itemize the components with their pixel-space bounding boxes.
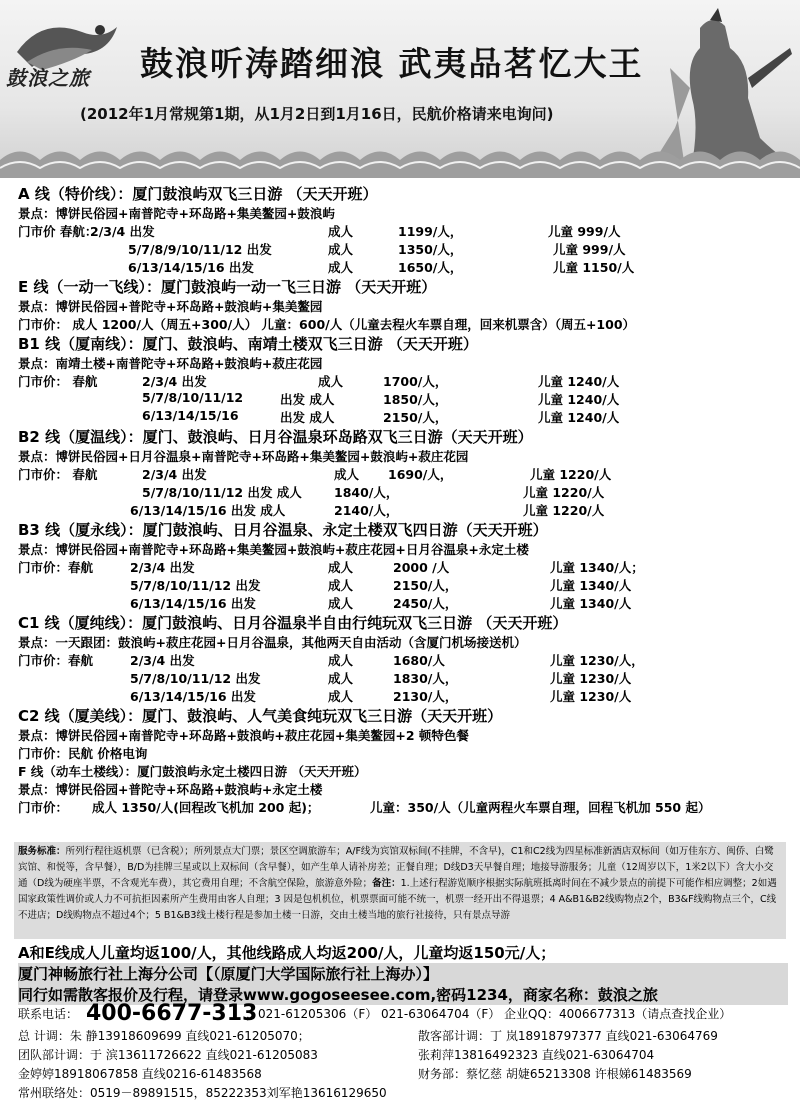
service-label: 服务标准：	[18, 846, 66, 857]
price-cell: 儿童 999/人	[553, 242, 626, 257]
price-cell: 出发 成人	[280, 392, 335, 407]
contact-cell: 金婷婷18918067858 直线0216-61483568	[18, 1067, 262, 1081]
line-text: 门市价：	[18, 800, 69, 815]
price-cell: 儿童 1240/人	[538, 410, 620, 425]
line-text: F 线（动车土楼线）：厦门鼓浪屿永定土楼四日游 （天天开班）	[18, 764, 367, 779]
line-text: 门市价： 春航	[18, 374, 98, 389]
price-cell: 儿童 1230/人	[550, 671, 632, 686]
price-cell: 2450/人，	[393, 596, 458, 611]
price-cell: 6/13/14/15/16 出发	[128, 260, 254, 275]
price-cell: 儿童 1230/人，	[550, 653, 644, 668]
route-line	[18, 594, 798, 612]
price-cell: 6/13/14/15/16	[142, 408, 239, 423]
contact-row	[18, 1027, 788, 1046]
route-title	[18, 276, 798, 297]
contact-cell: 财务部：蔡忆慈 胡婕65213308 许根娣61483569	[418, 1067, 692, 1081]
company-line: 厦门神畅旅行社上海分公司【（原厦门大学国际旅行社上海办）】	[18, 963, 788, 984]
price-cell: 1700/人，	[383, 374, 448, 389]
price-cell: 成人	[318, 374, 344, 389]
contact-cell: 张莉萍13816492323 直线021-63064704	[418, 1048, 655, 1062]
price-cell: 2/3/4 出发	[142, 374, 207, 389]
price-cell: 儿童 1240/人	[538, 374, 620, 389]
route-line	[18, 540, 798, 558]
line-text: 门市价：春航	[18, 560, 94, 575]
price-cell: 1830/人，	[393, 671, 458, 686]
route-line	[18, 762, 798, 780]
price-cell: 儿童 1220/人	[530, 467, 612, 482]
price-cell: 成人	[328, 671, 354, 686]
route-line	[18, 297, 798, 315]
line-text: 景点：博饼民俗园+普陀寺+环岛路+鼓浪屿+永定土楼	[18, 782, 323, 797]
wave-border-icon	[0, 138, 800, 178]
price-cell: 6/13/14/15/16 出发 成人	[130, 503, 286, 518]
contact-cell: 散客部计调：丁 岚18918797377 直线021-63064769	[418, 1029, 718, 1043]
price-cell: 2/3/4 出发	[90, 224, 155, 239]
price-cell: 儿童：350/人（儿童两程火车票自理，回程飞机加 550 起）	[370, 800, 711, 815]
price-cell: 儿童 1230/人	[550, 689, 632, 704]
price-cell: 成人	[328, 224, 354, 239]
note-text: 1.上述行程游览顺序根据实际航班抵离时间在不减少景点的前提下可能作相应调整；2如遇国家政策性调价或人力不可抗拒因素所产生费用由客人自理；3 因是包机机位，机票票面可能不统一，机票一经开出不得退票；4 A&B1&B2线购物点2个，B3&F线购物点三个，C线不进店；D线购物点不超过4个；5 B1&B3线土楼行程是参加土楼一日游，交由土楼当地的旅行社接待，只有景点导游	[18, 878, 777, 921]
price-cell: 5/7/8/10/11/12 出发 成人	[142, 485, 302, 500]
contact-row	[18, 1046, 788, 1065]
contact-row	[18, 1084, 788, 1103]
contact-cell: 常州联络处：0519－89891515，85222353刘军艳13616129650	[18, 1086, 387, 1100]
price-cell: 5/7/8/9/10/11/12 出发	[128, 242, 272, 257]
route-line	[18, 315, 798, 333]
price-cell: 5/7/8/10/11/12 出发	[130, 578, 261, 593]
price-cell: 儿童 999/人	[548, 224, 621, 239]
line-text: 景点：一天跟团：鼓浪屿+菽庄花园+日月谷温泉，其他两天自由活动（含厦门机场接送机）	[18, 635, 527, 650]
service-text: 所列行程往返机票（已含税）；所列景点大门票；景区空调旅游车；A/F线为宾馆双标间(不挂牌，不含早)，C1和C2线为四星标准新酒店双标间（如万佳东方、闽侨、白鹭宾馆、和悦等，含早餐），B/D为挂牌三星或以上双标间（含早餐），如产生单人请补房差；正餐自理；D线D3天早餐自理；地接导游服务；儿童（12周岁以下，1米2以下）含大小交通（D线为硬座半票，不含观光车费），其它费用自理；不含航空保险，旅游意外险；	[18, 846, 774, 889]
line-text: 门市价 春航：	[18, 224, 98, 239]
route-title	[18, 426, 798, 447]
line-text: 门市价： 成人 1200/人（周五+300/人） 儿童：600/人（儿童去程火车票自理，回来机票含）（周五+100）	[18, 317, 636, 332]
route-line	[18, 258, 798, 276]
route-line	[18, 633, 798, 651]
price-cell: 1650/人，	[398, 260, 463, 275]
contact-rows	[18, 1027, 788, 1103]
promo-line: A和E线成人儿童均返100/人，其他线路成人均返200/人，儿童均返150元/人；	[18, 944, 556, 962]
price-cell: 2150/人，	[393, 578, 458, 593]
route-line	[18, 354, 798, 372]
route-line	[18, 483, 798, 501]
note-label: 备注：	[372, 878, 401, 889]
route-line	[18, 465, 798, 483]
price-cell: 儿童 1340/人	[550, 578, 632, 593]
route-line	[18, 798, 798, 816]
price-cell: 5/7/8/10/11/12	[142, 390, 244, 405]
route-line	[18, 744, 798, 762]
line-text: 门市价：民航 价格电询	[18, 746, 148, 761]
route-list	[18, 183, 798, 816]
route-line	[18, 726, 798, 744]
price-cell: 儿童 1340/人	[550, 596, 632, 611]
price-cell: 成人	[328, 653, 354, 668]
route-line	[18, 576, 798, 594]
line-text: B3 线（厦永线）：厦门鼓浪屿、日月谷温泉、永定土楼双飞四日游（天天开班）	[18, 521, 548, 539]
price-cell: 儿童 1340/人；	[550, 560, 644, 575]
line-text: 景点：南靖土楼+南普陀寺+环岛路+鼓浪屿+菽庄花园	[18, 356, 323, 371]
line-text: A 线（特价线）：厦门鼓浪屿双飞三日游 （天天开班）	[18, 185, 378, 203]
route-line	[18, 204, 798, 222]
route-title	[18, 705, 798, 726]
line-text: E 线（一动一飞线）：厦门鼓浪屿一动一飞三日游 （天天开班）	[18, 278, 437, 296]
line-text: 门市价：春航	[18, 653, 94, 668]
route-title	[18, 612, 798, 633]
phone-line	[18, 1001, 788, 1027]
line-text: 景点：博饼民俗园+南普陀寺+环岛路+集美鳌园+鼓浪屿	[18, 206, 335, 221]
line-text: C1 线（厦纯线）：厦门鼓浪屿、日月谷温泉半自由行纯玩双飞三日游 （天天开班）	[18, 614, 568, 632]
line-text: 门市价： 春航	[18, 467, 98, 482]
price-cell: 儿童 1240/人	[538, 392, 620, 407]
line-text: 景点：博饼民俗园+普陀寺+环岛路+鼓浪屿+集美鳌园	[18, 299, 323, 314]
contact-cell: 总 计调：朱 静13918609699 直线021-61205070；	[18, 1029, 310, 1043]
route-line	[18, 780, 798, 798]
login-line: 同行如需散客报价及行程，请登录www.gogoseesee.com,密码1234，商家名称：鼓浪之旅	[18, 984, 788, 1005]
contact-cell: 团队部计调：于 滨13611726622 直线021-61205083	[18, 1048, 318, 1062]
price-cell: 成人	[328, 260, 354, 275]
price-cell: 6/13/14/15/16 出发	[130, 596, 256, 611]
header-banner	[0, 0, 800, 178]
price-cell: 成人	[328, 689, 354, 704]
route-title	[18, 519, 798, 540]
route-line	[18, 240, 798, 258]
price-cell: 1199/人，	[398, 224, 463, 239]
price-cell: 2/3/4 出发	[130, 560, 195, 575]
phone-rest: ，021-61205306（F） 021-63064704（F） 企业QQ：4006677313（请点查找企业）	[246, 1007, 732, 1021]
route-line	[18, 651, 798, 669]
contact-row	[18, 1065, 788, 1084]
route-title	[18, 183, 798, 204]
page-title: 鼓浪听涛踏细浪 武夷品茗忆大王	[140, 44, 644, 83]
price-cell: 1690/人，	[388, 467, 453, 482]
contact-section	[18, 942, 788, 1103]
price-cell: 1680/人	[393, 653, 445, 668]
price-cell: 6/13/14/15/16 出发	[130, 689, 256, 704]
price-cell: 成人	[328, 242, 354, 257]
line-text: C2 线（厦美线）：厦门、鼓浪屿、人气美食纯玩双飞三日游（天天开班）	[18, 707, 503, 725]
route-line	[18, 408, 798, 426]
price-cell: 成人	[334, 467, 360, 482]
phone-label: 联系电话：	[18, 1007, 79, 1021]
price-cell: 儿童 1220/人	[523, 485, 605, 500]
line-text: B2 线（厦温线）：厦门、鼓浪屿、日月谷温泉环岛路双飞三日游（天天开班）	[18, 428, 533, 446]
price-cell: 儿童 1150/人	[553, 260, 635, 275]
price-cell: 成人 1350/人(回程改飞机加 200 起)；	[92, 800, 320, 815]
page-subtitle: (2012年1月常规第1期，从1月2日到1月16日，民航价格请来电询问)	[80, 105, 554, 123]
price-cell: 2/3/4 出发	[130, 653, 195, 668]
service-standards	[14, 842, 786, 939]
route-line	[18, 687, 798, 705]
route-title	[18, 333, 798, 354]
line-text: 景点：博饼民俗园+南普陀寺+环岛路+集美鳌园+鼓浪屿+菽庄花园+日月谷温泉+永定土楼	[18, 542, 529, 557]
hotline-number[interactable]: 400-6677-313	[86, 1001, 258, 1026]
route-line	[18, 372, 798, 390]
line-text: 景点：博饼民俗园+南普陀寺+环岛路+鼓浪屿+菽庄花园+集美鳌园+2 顿特色餐	[18, 728, 469, 743]
route-line	[18, 390, 798, 408]
price-cell: 成人	[328, 560, 354, 575]
line-text: B1 线（厦南线）：厦门、鼓浪屿、南靖土楼双飞三日游 （天天开班）	[18, 335, 478, 353]
price-cell: 成人	[328, 596, 354, 611]
price-cell: 2/3/4 出发	[142, 467, 207, 482]
price-cell: 2140/人，	[334, 503, 399, 518]
route-line	[18, 669, 798, 687]
price-cell: 2000 /人	[393, 560, 450, 575]
route-line	[18, 501, 798, 519]
logo-text: 鼓浪之旅	[6, 66, 90, 90]
route-line	[18, 222, 798, 240]
price-cell: 5/7/8/10/11/12 出发	[130, 671, 261, 686]
price-cell: 出发 成人	[280, 410, 335, 425]
price-cell: 2130/人，	[393, 689, 458, 704]
route-line	[18, 447, 798, 465]
price-cell: 儿童 1220/人	[523, 503, 605, 518]
price-cell: 1350/人，	[398, 242, 463, 257]
price-cell: 1850/人，	[383, 392, 448, 407]
route-line	[18, 558, 798, 576]
price-cell: 成人	[328, 578, 354, 593]
price-cell: 2150/人，	[383, 410, 448, 425]
price-cell: 1840/人，	[334, 485, 399, 500]
line-text: 景点：博饼民俗园+日月谷温泉+南普陀寺+环岛路+集美鳌园+鼓浪屿+菽庄花园	[18, 449, 469, 464]
